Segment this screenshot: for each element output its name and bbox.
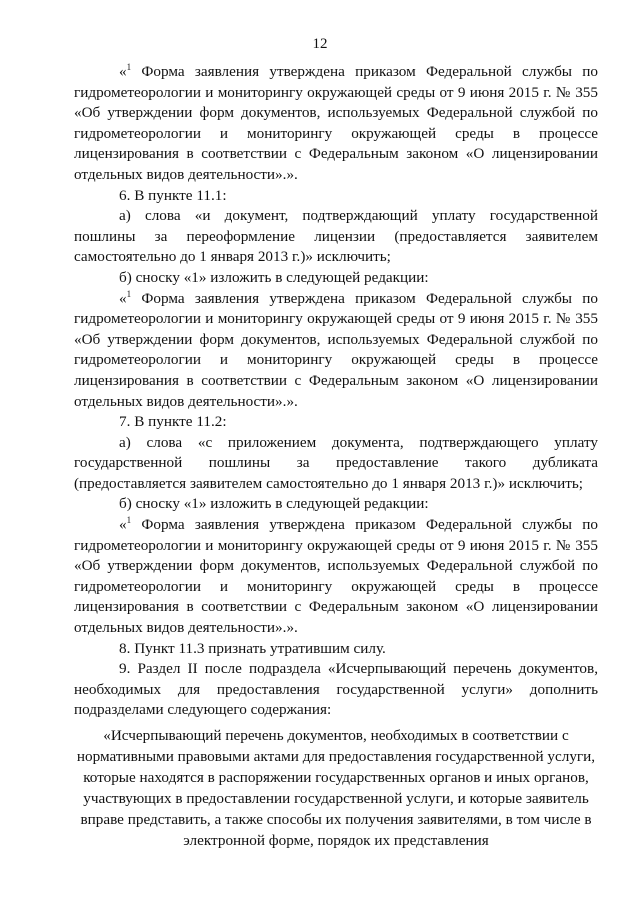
item-heading: 6. В пункте 11.1: (119, 186, 227, 204)
subsection-heading: «Исчерпывающий перечень документов, необходимых в соответствии с нормативными правовыми актами для предоставления государственной услуги, которые находятся в распоряжении государственных органов и иных органов, участвующих в предоставлении государственной услуги, и которые заявитель вправе представить, а также способы их получения заявителями, в том числе в электронной форме, порядок их представления (76, 727, 596, 849)
subitem-paragraph: б) сноску «1» изложить в следующей редакции: (119, 495, 429, 513)
footnote-marker: 1 (126, 61, 132, 72)
subitem-paragraph: а) слова «с приложением документа, подтверждающего уплату государственной пошлины за предоставление такого дубликата (предоставляется заявителем самостоятельно до 1 января 2013 г.)» исключить; (74, 433, 598, 492)
footnote-marker: 1 (126, 515, 132, 525)
footnote-paragraph: «$^1$ Форма заявления утверждена приказом Федеральной службы по гидрометеорологии и мониторингу окружающей среды от 9 июня 2015 г. № 355 «Об утверждении форм документов, используемых Федеральной службой по гидрометеорологии и мониторингу окружающей среды в процессе лицензирования в соответствии с Федеральным законом «О лицензировании отдельных видов деятельности».». (74, 515, 598, 637)
item-paragraph: 8. Пункт 11.3 признать утратившим силу. (119, 639, 386, 657)
subitem-paragraph: а) слова «и документ, подтверждающий уплату государственной пошлины за переоформление лицензии (предоставляется заявителем самостоятельно до 1 января 2013 г.)» исключить; (74, 207, 598, 266)
page-number: 12 (312, 36, 328, 52)
footnote-paragraph: «$^1$ Форма заявления утверждена приказом Федеральной службы по гидрометеорологии и мониторингу окружающей среды от 9 июня 2015 г. № 355 «Об утверждении форм документов, используемых Федеральной службой по гидрометеорологии и мониторингу окружающей среды в процессе лицензирования в соответствии с Федеральным законом «О лицензировании отдельных видов деятельности».». (74, 61, 598, 183)
item-heading: 7. В пункте 11.2: (119, 413, 227, 431)
item-paragraph: 9. Раздел II после подраздела «Исчерпывающий перечень документов, необходимых для предоставления государственной услуги» дополнить подразделами следующего содержания: (74, 660, 598, 719)
document-body (74, 62, 598, 851)
footnote-paragraph: «$^1$ Форма заявления утверждена приказом Федеральной службы по гидрометеорологии и мониторингу окружающей среды от 9 июня 2015 г. № 355 «Об утверждении форм документов, используемых Федеральной службой по гидрометеорологии и мониторингу окружающей среды в процессе лицензирования в соответствии с Федеральным законом «О лицензировании отдельных видов деятельности».». (74, 288, 598, 410)
subitem-paragraph: б) сноску «1» изложить в следующей редакции: (119, 268, 429, 286)
footnote-marker: 1 (126, 288, 132, 299)
